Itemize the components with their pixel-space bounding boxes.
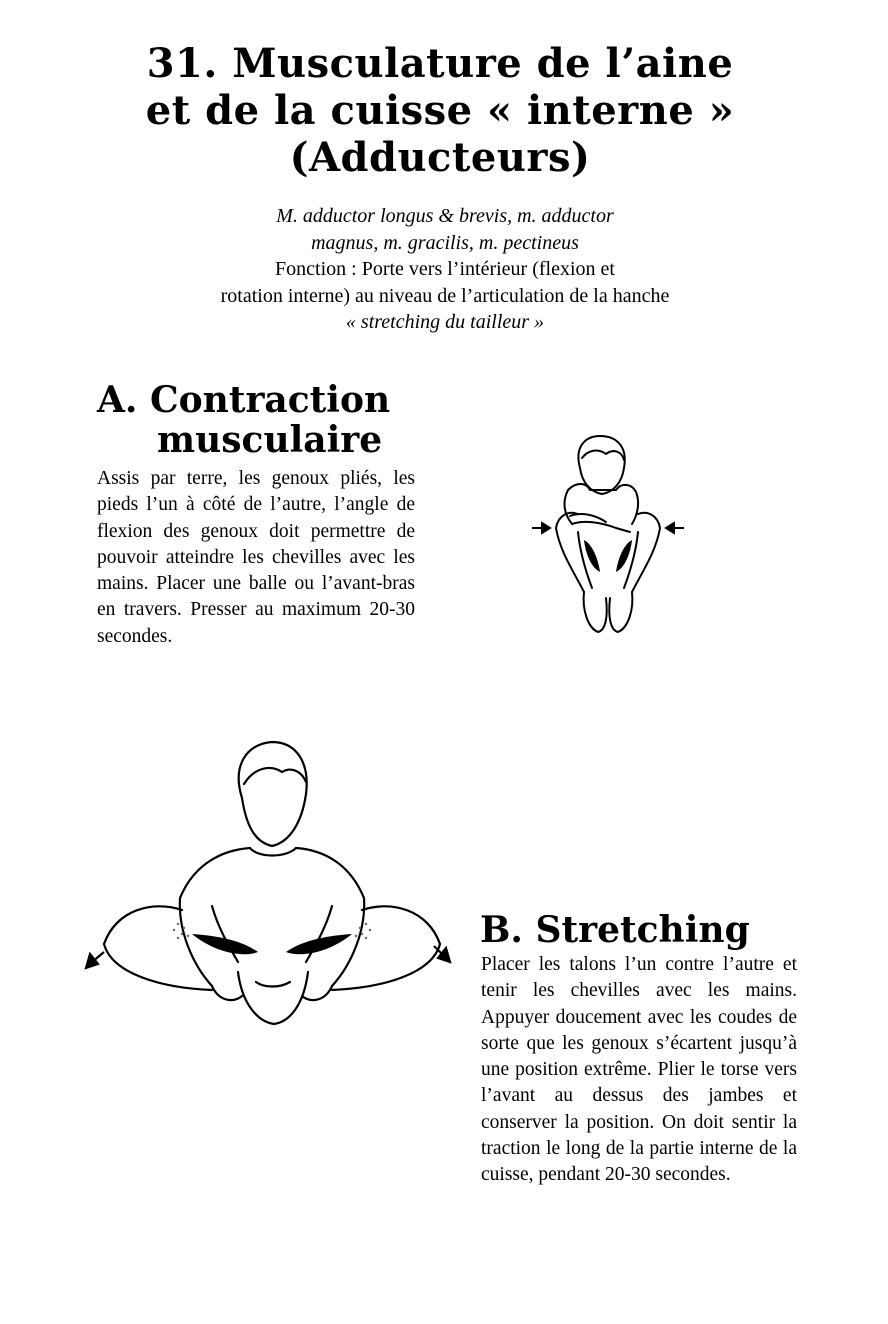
title-line-3: (Adducteurs) bbox=[289, 134, 591, 181]
stretching-illustration bbox=[82, 738, 462, 1030]
section-b-text: Placer les talons l’un contre l’autre et tenir les chevilles avec les mains. Appuyer doucement avec les coudes de sorte que les genoux s’écartent jusqu’à une position extrême. Plier le torse vers l’avant au dessus des jambes et conserver la position. On doit sentir la traction le long de la partie interne de la cuisse, pendant 20-30 secondes. bbox=[481, 954, 797, 1186]
latin-names-line-2: magnus, m. gracilis, m. pectineus bbox=[311, 231, 579, 254]
section-a-heading bbox=[97, 380, 390, 460]
function-line-2: rotation interne) au niveau de l’articulation de la hanche bbox=[220, 284, 670, 307]
page-title bbox=[100, 40, 780, 181]
section-a-heading-line-2: musculaire bbox=[157, 419, 383, 461]
section-a-heading-line-1: A. Contraction bbox=[97, 379, 391, 421]
latin-names-line-1: M. adductor longus & brevis, m. adductor bbox=[276, 205, 614, 227]
muscle-description bbox=[100, 203, 790, 336]
section-a-text: Assis par terre, les genoux pliés, les pieds l’un à côté de l’autre, l’angle de flexion des genoux doit permettre de pouvoir atteindre les chevilles avec les mains. Placer une balle ou l’avant-bras en travers. Presser au maximum 20-30 secondes. bbox=[97, 468, 415, 647]
section-b-heading: B. Stretching bbox=[480, 909, 750, 951]
function-line-1: Fonction : Porte vers l’intérieur (flexion et bbox=[275, 258, 615, 280]
contraction-illustration bbox=[528, 432, 688, 637]
stretch-name: « stretching du tailleur » bbox=[345, 311, 545, 333]
title-line-1: 31. Musculature de l’aine bbox=[146, 40, 734, 87]
title-line-2: et de la cuisse « interne » bbox=[145, 87, 735, 134]
